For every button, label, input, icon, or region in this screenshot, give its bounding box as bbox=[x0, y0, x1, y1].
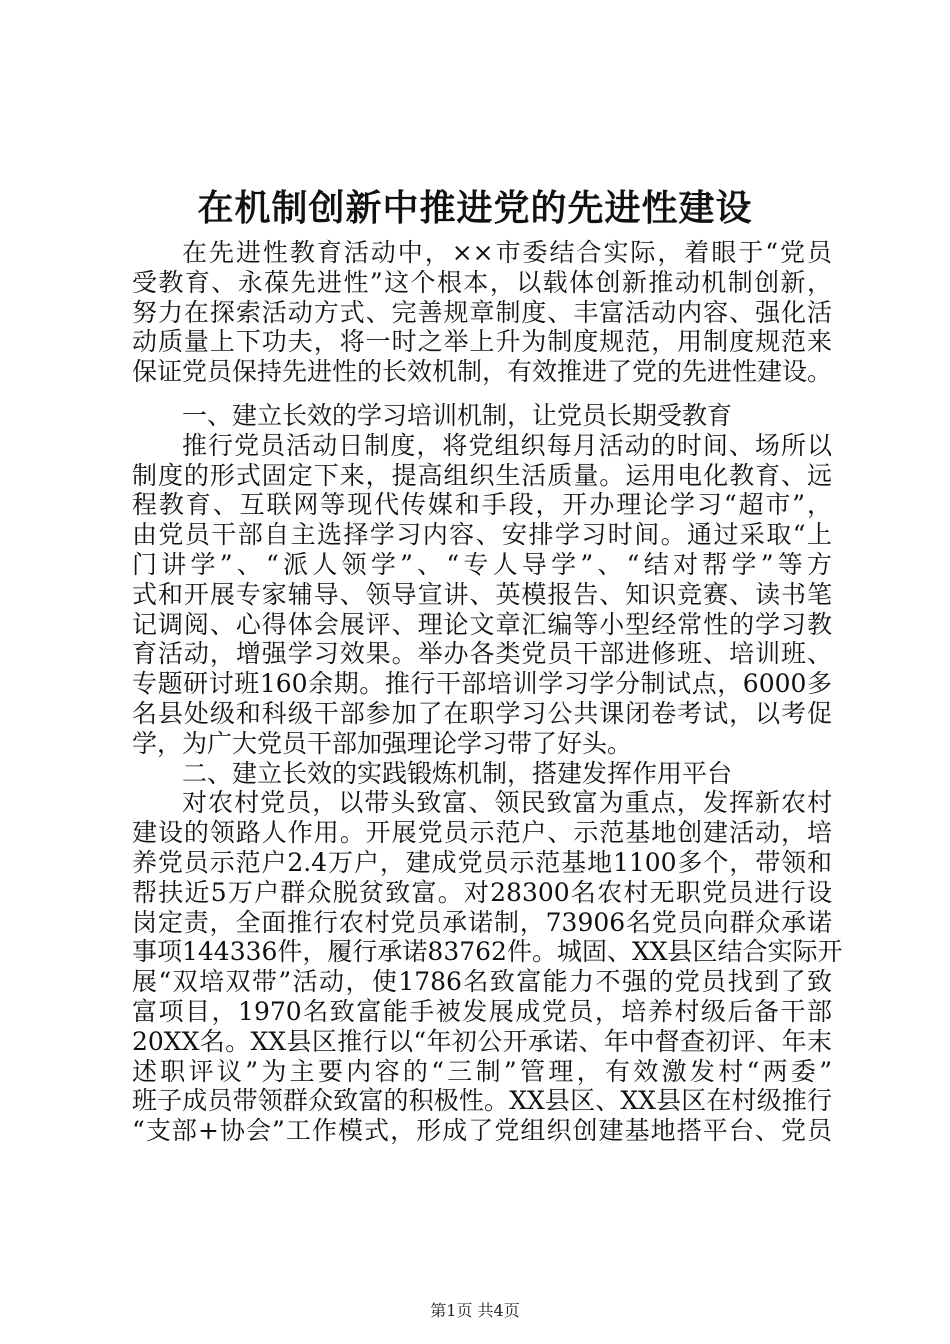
paragraph-line: 帮扶近5万户群众脱贫致富。对28300名农村无职党员进行设 bbox=[132, 877, 832, 907]
paragraph-line: 记调阅、心得体会展评、理论文章汇编等小型经常性的学习教 bbox=[132, 609, 832, 639]
paragraph-line: 对农村党员，以带头致富、领民致富为重点，发挥新农村 bbox=[182, 788, 832, 818]
paragraph-line: 制度的形式固定下来，提高组织生活质量。运用电化教育、远 bbox=[132, 460, 832, 490]
paragraph-line: 班子成员带领群众致富的积极性。XX县区、XX县区在村级推行 bbox=[132, 1086, 832, 1116]
paragraph-line: 式和开展专家辅导、领导宣讲、英模报告、知识竞赛、读书笔 bbox=[132, 579, 832, 609]
intro-line: 努力在探索活动方式、完善规章制度、丰富活动内容、强化活 bbox=[132, 297, 832, 327]
paragraph-line: 展“双培双带”活动，使1786名致富能力不强的党员找到了致 bbox=[132, 967, 832, 997]
section-heading: 一、建立长效的学习培训机制，让党员长期受教育 bbox=[182, 401, 733, 430]
intro-line: 受教育、永葆先进性”这个根本，以载体创新推动机制创新， bbox=[132, 267, 832, 297]
paragraph-line: 学，为广大党员干部加强理论学习带了好头。 bbox=[132, 728, 633, 758]
paragraph-line: 养党员示范户2.4万户，建成党员示范基地1100多个，带领和 bbox=[132, 848, 832, 877]
paragraph-line: 专题研讨班160余期。推行干部培训学习学分制试点，6000多 bbox=[132, 669, 832, 699]
page-footer: 第1页 共4页 bbox=[430, 1301, 520, 1320]
paragraph-line: 门讲学”、“派人领学”、“专人导学”、“结对帮学”等方 bbox=[132, 550, 832, 579]
intro-line: 在先进性教育活动中，××市委结合实际，着眼于“党员 bbox=[182, 238, 832, 267]
paragraph-line: 述职评议”为主要内容的“三制”管理，有效激发村“两委” bbox=[132, 1056, 832, 1086]
intro-line: 动质量上下功夫，将一时之举上升为制度规范，用制度规范来 bbox=[132, 327, 832, 357]
paragraph-line: 育活动，增强学习效果。举办各类党员干部进修班、培训班、 bbox=[132, 639, 832, 669]
paragraph-line: 名县处级和科级干部参加了在职学习公共课闭卷考试，以考促 bbox=[132, 699, 832, 728]
intro-line: 保证党员保持先进性的长效机制，有效推进了党的先进性建设。 bbox=[132, 357, 833, 387]
paragraph-line: 事项144336件，履行承诺83762件。城固、XX县区结合实际开 bbox=[132, 937, 843, 967]
paragraph-line: 建设的领路人作用。开展党员示范户、示范基地创建活动，培 bbox=[132, 818, 832, 848]
document-title: 在机制创新中推进党的先进性建设 bbox=[197, 187, 753, 229]
paragraph-line: 推行党员活动日制度，将党组织每月活动的时间、场所以 bbox=[182, 430, 832, 460]
section-heading: 二、建立长效的实践锻炼机制，搭建发挥作用平台 bbox=[182, 758, 733, 788]
paragraph-line: 由党员干部自主选择学习内容、安排学习时间。通过采取“上 bbox=[132, 520, 832, 550]
paragraph-line: 岗定责，全面推行农村党员承诺制，73906名党员向群众承诺 bbox=[132, 907, 832, 937]
paragraph-line: 富项目，1970名致富能手被发展成党员，培养村级后备干部 bbox=[132, 997, 832, 1026]
paragraph-line: 程教育、互联网等现代传媒和手段，开办理论学习“超市”， bbox=[132, 490, 832, 520]
paragraph-line: 20XX名。XX县区推行以“年初公开承诺、年中督查初评、年末 bbox=[132, 1026, 832, 1056]
paragraph-line: “支部+协会”工作模式，形成了党组织创建基地搭平台、党员 bbox=[132, 1116, 832, 1146]
